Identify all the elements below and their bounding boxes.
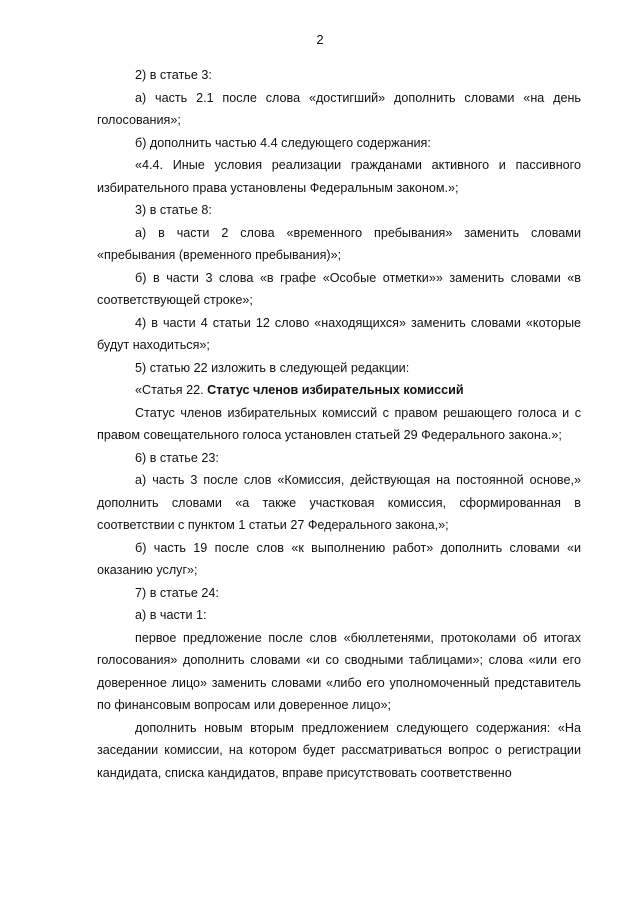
paragraph-15: 7) в статье 24: — [135, 585, 219, 600]
paragraph-4: «4.4. Иные условия реализации гражданами активного и пассивного избирательного права установлены Федеральным законом.»; — [97, 158, 581, 195]
document-body — [97, 64, 581, 784]
paragraph-16: а) в части 1: — [135, 608, 207, 622]
paragraph-8: 4) в части 4 статьи 12 слово «находящихся» заменить словами «которые будут находиться»; — [97, 315, 581, 352]
paragraph-9: 5) статью 22 изложить в следующей редакции: — [135, 360, 410, 375]
article-heading-prefix: «Статья 22. — [135, 383, 208, 397]
paragraph-7: б) в части 3 слова «в графе «Особые отметки»» заменить словами «в соответствующей строке»; — [97, 270, 581, 307]
paragraph-17: первое предложение после слов «бюллетенями, протоколами об итогах голосования» дополнить словами «и со сводными таблицами»; слова «или его доверенное лицо» заменить словами «либо его уполномоченный представитель по финансовым вопросам или доверенное лицо»; — [97, 630, 581, 712]
article-heading-title: Статус членов избирательных комиссий — [207, 383, 464, 397]
paragraph-12: 6) в статье 23: — [135, 450, 219, 465]
paragraph-1: 2) в статье 3: — [135, 68, 212, 82]
paragraph-5: 3) в статье 8: — [135, 203, 212, 217]
paragraph-14: б) часть 19 после слов «к выполнению работ» дополнить словами «и оказанию услуг»; — [97, 540, 581, 577]
paragraph-11: Статус членов избирательных комиссий с правом решающего голоса и с правом совещательного голоса установлен статьей 29 Федерального закона.»; — [97, 405, 581, 442]
paragraph-2: а) часть 2.1 после слова «достигший» дополнить словами «на день голосования»; — [97, 90, 581, 127]
paragraph-6: а) в части 2 слова «временного пребывания» заменить словами «пребывания (временного пребывания)»; — [97, 225, 581, 262]
page-number: 2 — [316, 32, 324, 47]
paragraph-3: б) дополнить частью 4.4 следующего содержания: — [135, 135, 431, 150]
paragraph-18: дополнить новым вторым предложением следующего содержания: «На заседании комиссии, на котором будет рассматриваться вопрос о регистрации кандидата, списка кандидатов, вправе присутствовать соответственно — [97, 720, 581, 780]
paragraph-13: а) часть 3 после слов «Комиссия, действующая на постоянной основе,» дополнить словами «а также участковая комиссия, сформированная в соответствии с пунктом 1 статьи 27 Федерального закона,»; — [97, 473, 581, 532]
article-heading — [97, 379, 581, 402]
